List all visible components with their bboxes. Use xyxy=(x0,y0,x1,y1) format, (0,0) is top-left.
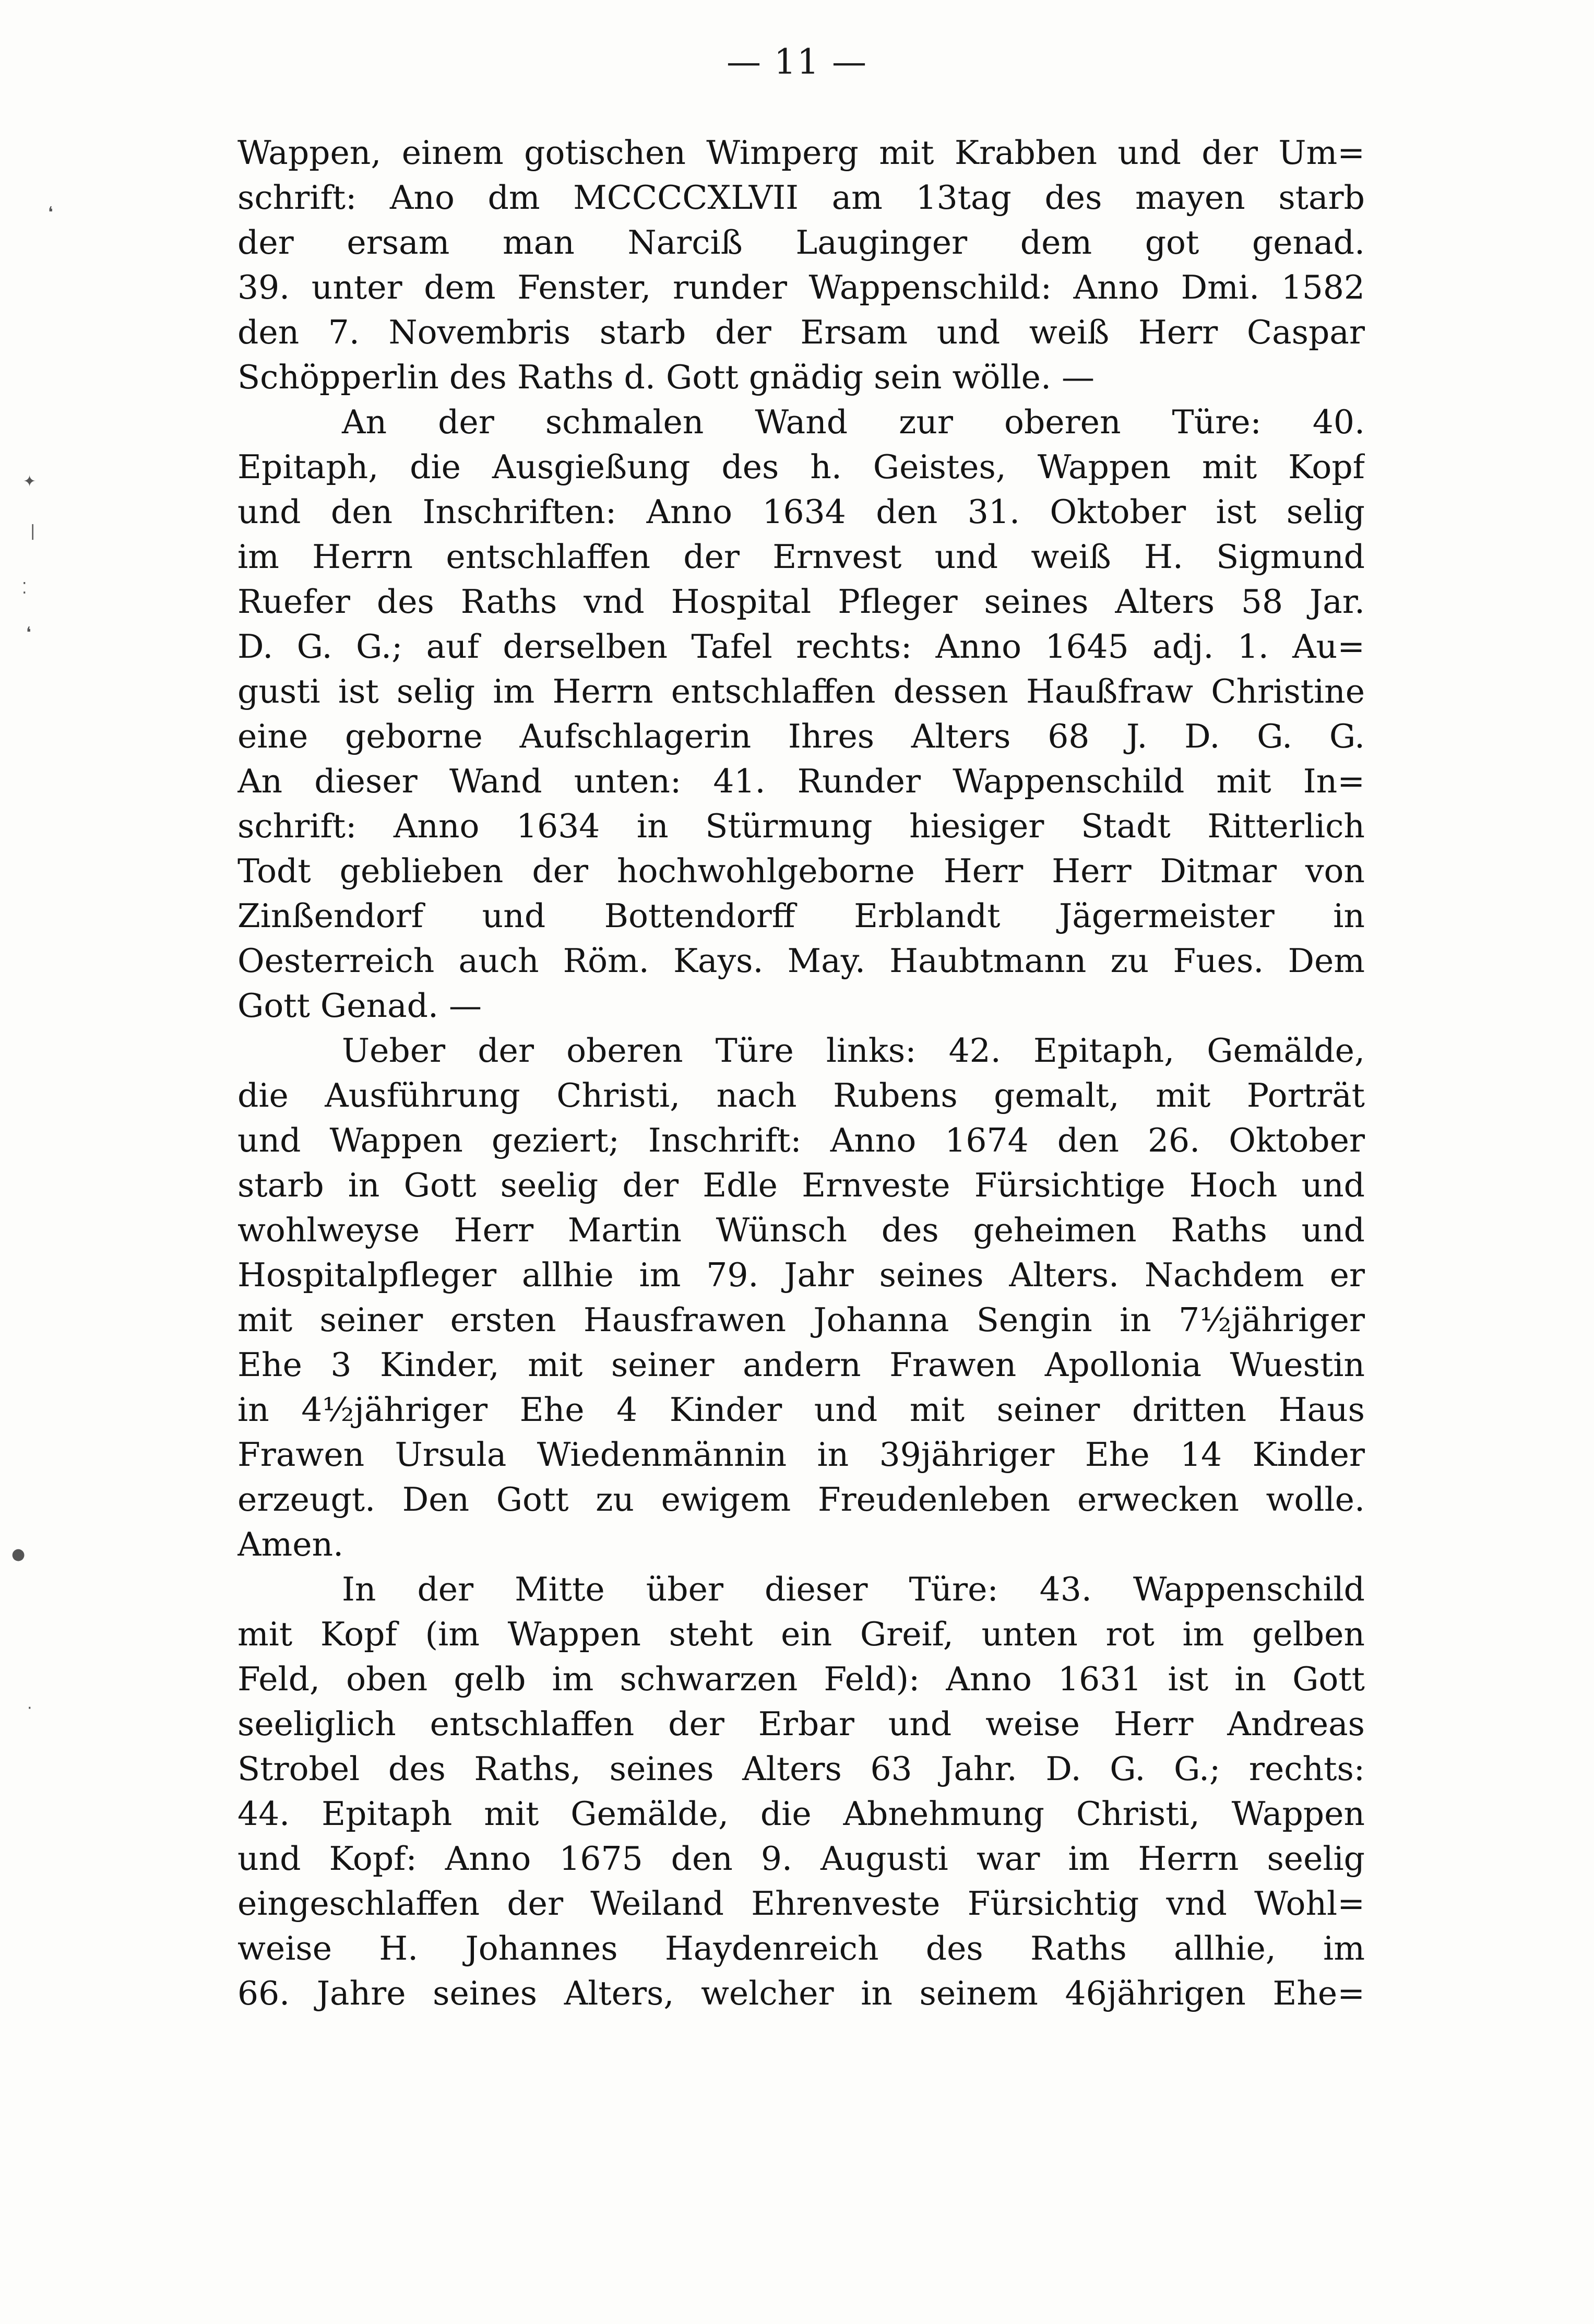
text-line: 66. Jahre seines Alters, welcher in seinem 46jährigen Ehe= xyxy=(237,1974,1365,2012)
text-line: Wappen, einem gotischen Wimperg mit Krabben und der Um= xyxy=(237,134,1365,172)
text-line: in 4½jähriger Ehe 4 Kinder und mit seiner dritten Haus xyxy=(237,1391,1365,1429)
text-line: Oesterreich auch Röm. Kays. May. Haubtmann zu Fues. Dem xyxy=(237,942,1365,980)
text-line: Ueber der oberen Türe links: 42. Epitaph, Gemälde, xyxy=(342,1031,1365,1070)
text-line: 39. unter dem Fenster, runder Wappenschild: Anno Dmi. 1582 xyxy=(237,268,1365,306)
text-line: Frawen Ursula Wiedenmännin in 39jähriger Ehe 14 Kinder xyxy=(237,1436,1365,1474)
margin-mark: ❛ xyxy=(26,624,31,642)
text-line: Feld, oben gelb im schwarzen Feld): Anno 1631 ist in Gott xyxy=(237,1660,1365,1698)
text-line: im Herrn entschlaffen der Ernvest und weiß H. Sigmund xyxy=(237,538,1365,576)
text-line: Hospitalpfleger allhie im 79. Jahr seines Alters. Nachdem er xyxy=(237,1256,1365,1294)
text-line: Epitaph, die Ausgießung des h. Geistes, Wappen mit Kopf xyxy=(237,448,1365,486)
text-line: gusti ist selig im Herrn entschlaffen dessen Haußfraw Christine xyxy=(237,672,1365,710)
text-line: Amen. xyxy=(237,1525,344,1563)
text-line: und Kopf: Anno 1675 den 9. Augusti war im Herrn seelig xyxy=(237,1840,1365,1878)
text-line: seeliglich entschlaffen der Erbar und weise Herr Andreas xyxy=(237,1705,1365,1743)
text-line: In der Mitte über dieser Türe: 43. Wappenschild xyxy=(342,1570,1365,1608)
text-line: An dieser Wand unten: 41. Runder Wappenschild mit In= xyxy=(237,762,1365,800)
margin-mark: ⁚ xyxy=(22,579,27,598)
text-line: und Wappen geziert; Inschrift: Anno 1674 den 26. Oktober xyxy=(237,1121,1365,1159)
text-line: starb in Gott seelig der Edle Ernveste Fürsichtige Hoch und xyxy=(237,1166,1365,1204)
body-text xyxy=(237,131,1365,2016)
text-line: eine geborne Aufschlagerin Ihres Alters 68 J. D. G. G. xyxy=(237,717,1365,755)
text-line: und den Inschriften: Anno 1634 den 31. Oktober ist selig xyxy=(237,493,1365,531)
text-line: der ersam man Narciß Lauginger dem got genad. xyxy=(237,223,1365,262)
text-line: weise H. Johannes Haydenreich des Raths allhie, im xyxy=(237,1929,1365,1967)
margin-mark: ✦ xyxy=(23,472,37,491)
text-line: schrift: Ano dm MCCCCXLVII am 13tag des mayen starb xyxy=(237,179,1365,217)
text-line: die Ausführung Christi, nach Rubens gemalt, mit Porträt xyxy=(237,1076,1365,1114)
text-line: mit Kopf (im Wappen steht ein Greif, unten rot im gelben xyxy=(237,1615,1365,1653)
text-line: mit seiner ersten Hausfrawen Johanna Sengin in 7½jähriger xyxy=(237,1301,1365,1339)
margin-mark: ● xyxy=(11,1545,26,1563)
text-line: Schöpperlin des Raths d. Gott gnädig sein wölle. — xyxy=(237,358,1095,396)
text-line: wohlweyse Herr Martin Wünsch des geheimen Raths und xyxy=(237,1211,1365,1249)
text-line: Gott Genad. — xyxy=(237,987,482,1025)
margin-mark: · xyxy=(27,1699,32,1717)
text-line: Zinßendorf und Bottendorff Erblandt Jägermeister in xyxy=(237,897,1365,935)
text-line: schrift: Anno 1634 in Stürmung hiesiger Stadt Ritterlich xyxy=(237,807,1365,845)
margin-mark: ❛ xyxy=(48,204,53,222)
text-line: den 7. Novembris starb der Ersam und weiß Herr Caspar xyxy=(237,313,1365,351)
text-line: 44. Epitaph mit Gemälde, die Abnehmung Christi, Wappen xyxy=(237,1795,1365,1833)
text-line: Ruefer des Raths vnd Hospital Pfleger seines Alters 58 Jar. xyxy=(237,583,1365,621)
page-number: — 11 — xyxy=(727,42,867,82)
text-line: An der schmalen Wand zur oberen Türe: 40. xyxy=(342,403,1365,441)
text-line: eingeschlaffen der Weiland Ehrenveste Fürsichtig vnd Wohl= xyxy=(237,1884,1365,1923)
margin-mark: ❘ xyxy=(26,522,40,540)
text-line: Strobel des Raths, seines Alters 63 Jahr. D. G. G.; rechts: xyxy=(237,1750,1365,1788)
text-line: D. G. G.; auf derselben Tafel rechts: Anno 1645 adj. 1. Au= xyxy=(237,627,1365,666)
text-line: erzeugt. Den Gott zu ewigem Freudenleben erwecken wolle. xyxy=(237,1480,1365,1519)
text-line: Todt geblieben der hochwohlgeborne Herr Herr Ditmar von xyxy=(237,852,1365,890)
text-line: Ehe 3 Kinder, mit seiner andern Frawen Apollonia Wuestin xyxy=(237,1346,1365,1384)
